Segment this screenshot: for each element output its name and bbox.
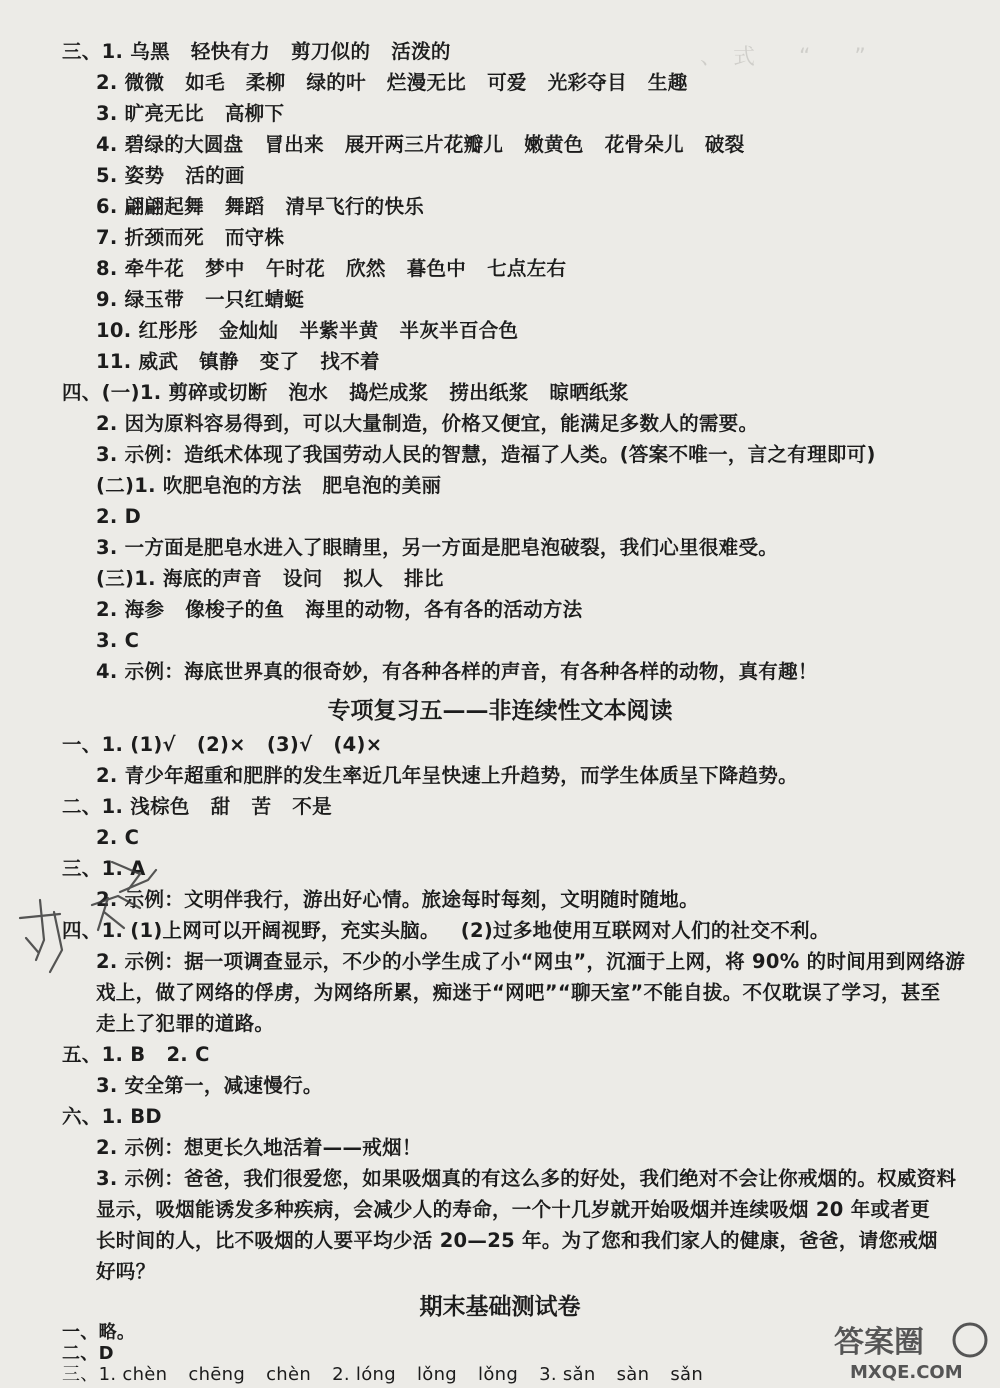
answer-line: 7. 折颈而死 而守株 bbox=[96, 226, 285, 249]
answer-line: 2. 微微 如毛 柔柳 绿的叶 烂漫无比 可爱 光彩夺目 生趣 bbox=[96, 71, 688, 94]
answer-line: 二、1. 浅棕色 甜 苦 不是 bbox=[62, 795, 332, 818]
section-heading: 专项复习五——非连续性文本阅读 bbox=[327, 697, 673, 724]
answer-line: 一、1. (1)√ (2)× (3)√ (4)× bbox=[62, 733, 383, 756]
answer-line: 6. 翩翩起舞 舞蹈 清早飞行的快乐 bbox=[96, 195, 425, 218]
answer-line: 显示，吸烟能诱发多种疾病，会减少人的寿命，一个十几岁就开始吸烟并连续吸烟 20 年或者更 bbox=[96, 1198, 930, 1221]
answer-line: 4. 碧绿的大圆盘 冒出来 展开两三片花瓣儿 嫩黄色 花骨朵儿 破裂 bbox=[96, 133, 745, 156]
bleed-through: 、 式 “ ” bbox=[700, 45, 976, 70]
answer-line: 9. 绿玉带 一只红蜻蜓 bbox=[96, 288, 305, 311]
answer-line: 3. 旷亮无比 高柳下 bbox=[96, 102, 285, 125]
answer-line: 2. 示例：想更长久地活着——戒烟！ bbox=[96, 1136, 422, 1159]
answer-line: 好吗？ bbox=[96, 1260, 156, 1283]
answer-line: 8. 牵牛花 梦中 午时花 欣然 暮色中 七点左右 bbox=[96, 257, 567, 280]
answer-line: 2. 青少年超重和肥胖的发生率近几年呈快速上升趋势，而学生体质呈下降趋势。 bbox=[96, 764, 798, 787]
svg-text:答案圈: 答案圈 bbox=[834, 1325, 924, 1360]
pencil-scribble-icon bbox=[0, 0, 200, 1000]
answer-line: 六、1. BD bbox=[62, 1105, 162, 1128]
answer-line: 2. C bbox=[96, 826, 140, 849]
answer-line: (二)1. 吹肥皂泡的方法 肥皂泡的美丽 bbox=[96, 474, 442, 497]
answer-line: 三、1. 乌黑 轻快有力 剪刀似的 活泼的 bbox=[62, 40, 451, 63]
answer-line: 3. 示例：造纸术体现了我国劳动人民的智慧，造福了人类。(答案不唯一，言之有理即可) bbox=[96, 443, 876, 466]
answer-line: 一、略。 bbox=[62, 1322, 136, 1343]
answer-line: 二、D bbox=[62, 1343, 114, 1364]
answer-line: 戏上，做了网络的俘虏，为网络所累，痴迷于“网吧”“聊天室”不能自拔。不仅耽误了学习，甚至 bbox=[96, 981, 941, 1004]
answer-line: 走上了犯罪的道路。 bbox=[96, 1012, 275, 1035]
answer-line: 三、1. chèn chēng chèn 2. lóng lǒng lǒng 3. sǎn sàn sǎn bbox=[62, 1364, 704, 1385]
answer-line: 长时间的人，比不吸烟的人要平均少活 20—25 年。为了您和我们家人的健康，爸爸，请您戒烟 bbox=[96, 1229, 938, 1252]
answer-line: (三)1. 海底的声音 设问 拟人 排比 bbox=[96, 567, 444, 590]
answer-line: 2. 因为原料容易得到，可以大量制造，价格又便宜，能满足多数人的需要。 bbox=[96, 412, 759, 435]
answer-line: 2. D bbox=[96, 505, 142, 528]
bleed-through bbox=[740, 260, 960, 291]
watermark-logo bbox=[830, 1318, 990, 1382]
answer-line: 3. 示例：爸爸，我们很爱您，如果吸烟真的有这么多的好处，我们绝对不会让你戒烟的。权威资料 bbox=[96, 1167, 957, 1190]
answer-line: 2. 示例：据一项调查显示，不少的小学生成了小“网虫”，沉湎于上网，将 90% 的时间用到网络游 bbox=[96, 950, 966, 973]
answer-line: 五、1. B 2. C bbox=[62, 1043, 210, 1066]
answer-line: 2. 海参 像梭子的鱼 海里的动物，各有各的活动方法 bbox=[96, 598, 583, 621]
answer-line: 四、1. (1)上网可以开阔视野，充实头脑。 (2)过多地使用互联网对人们的社交不利。 bbox=[62, 919, 830, 942]
answer-line: 10. 红彤彤 金灿灿 半紫半黄 半灰半百合色 bbox=[96, 319, 519, 342]
answer-line: 11. 威武 镇静 变了 找不着 bbox=[96, 350, 380, 373]
section-heading: 期末基础测试卷 bbox=[419, 1293, 581, 1320]
answer-line: 4. 示例：海底世界真的很奇妙，有各种各样的声音，有各种各样的动物，真有趣！ bbox=[96, 660, 818, 683]
answer-line: 3. 一方面是肥皂水进入了眼睛里，另一方面是肥皂泡破裂，我们心里很难受。 bbox=[96, 536, 779, 559]
answer-line: 5. 姿势 活的画 bbox=[96, 164, 245, 187]
answer-line: 三、1. A bbox=[62, 857, 146, 880]
answer-line: 四、(一)1. 剪碎或切断 泡水 捣烂成浆 捞出纸浆 晾晒纸浆 bbox=[62, 381, 629, 404]
answer-line: 3. C bbox=[96, 629, 140, 652]
svg-text:MXQE.COM: MXQE.COM bbox=[850, 1362, 963, 1382]
answer-line: 3. 安全第一，减速慢行。 bbox=[96, 1074, 323, 1097]
bleed-through bbox=[780, 560, 934, 591]
answer-line: 2. 示例：文明伴我行，游出好心情。旅途每时每刻，文明随时随地。 bbox=[96, 888, 699, 911]
